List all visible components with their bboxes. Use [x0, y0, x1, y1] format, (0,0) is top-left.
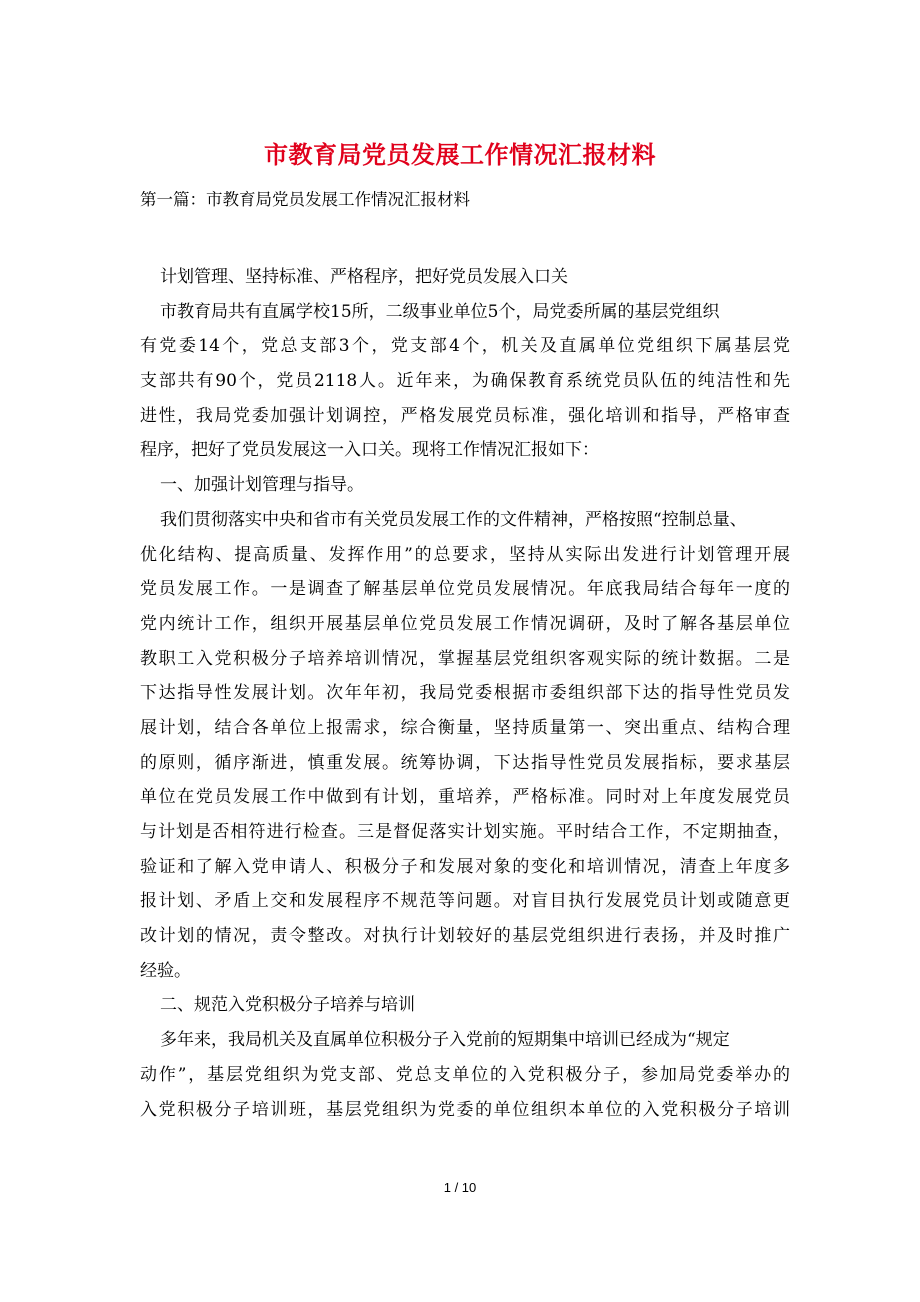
text-line: 市教育局共有直属学校15所，二级事业单位5个，局党委所属的基层党组织: [160, 301, 720, 322]
document-subtitle: 第一篇：市教育局党员发展工作情况汇报材料: [140, 190, 470, 209]
document-body: [140, 260, 790, 1127]
text-line: 党内统计工作，组织开展基层单位党员发展工作情况调研，及时了解各基层单位: [140, 613, 790, 634]
text-line: 优化结构、提高质量、发挥作用”的总要求，坚持从实际出发进行计划管理开展: [140, 544, 790, 565]
text-line: 有党委14个，党总支部3个，党支部4个，机关及直属单位党组织下属基层党: [140, 336, 790, 357]
text-line: 程序，把好了党员发展这一入口关。现将工作情况汇报如下：: [140, 440, 599, 461]
text-line: 我们贯彻落实中央和省市有关党员发展工作的文件精神，严格按照“控制总量、: [160, 509, 747, 530]
text-line: 与计划是否相符进行检查。三是督促落实计划实施。平时结合工作，不定期抽查，: [140, 822, 790, 842]
text-line: 支部共有90个，党员2118人。近年来，为确保教育系统党员队伍的纯洁性和先: [140, 371, 790, 392]
section-heading: 二、规范入党积极分子培养与培训: [160, 995, 415, 1016]
text-line: 进性，我局党委加强计划调控，严格发展党员标准，强化培训和指导，严格审查: [140, 405, 790, 426]
text-line: 经验。: [140, 960, 191, 981]
text-line: 入党积极分子培训班，基层党组织为党委的单位组织本单位的入党积极分子培训: [140, 1099, 790, 1120]
text-line: 动作”，基层党组织为党支部、党总支单位的入党积极分子，参加局党委举办的: [140, 1064, 790, 1085]
text-line: 验证和了解入党申请人、积极分子和发展对象的变化和培训情况，清查上年度多: [140, 856, 790, 877]
page-indicator: 1 / 10: [443, 1180, 477, 1195]
document-title: 市教育局党员发展工作情况汇报材料: [264, 140, 656, 169]
text-line: 单位在党员发展工作中做到有计划，重培养，严格标准。同时对上年度发展党员: [140, 787, 790, 808]
text-line: 报计划、矛盾上交和发展程序不规范等问题。对盲目执行发展党员计划或随意更: [140, 891, 790, 912]
text-line: 党员发展工作。一是调查了解基层单位党员发展情况。年底我局结合每年一度的: [140, 579, 790, 600]
section-heading: 一、加强计划管理与指导。: [160, 475, 364, 496]
text-line: 改计划的情况，责令整改。对执行计划较好的基层党组织进行表扬，并及时推广: [140, 926, 790, 947]
text-line: 展计划，结合各单位上报需求，综合衡量，坚持质量第一、突出重点、结构合理: [140, 717, 790, 738]
text-line: 多年来，我局机关及直属单位积极分子入党前的短期集中培训已经成为“规定: [160, 1030, 730, 1051]
text-line: 计划管理、坚持标准、严格程序，把好党员发展入口关: [160, 267, 568, 287]
text-line: 的原则，循序渐进，慎重发展。统筹协调，下达指导性党员发展指标，要求基层: [140, 752, 790, 773]
text-line: 教职工入党积极分子培养培训情况，掌握基层党组织客观实际的统计数据。二是: [140, 648, 790, 669]
text-line: 下达指导性发展计划。次年年初，我局党委根据市委组织部下达的指导性党员发: [140, 683, 790, 704]
